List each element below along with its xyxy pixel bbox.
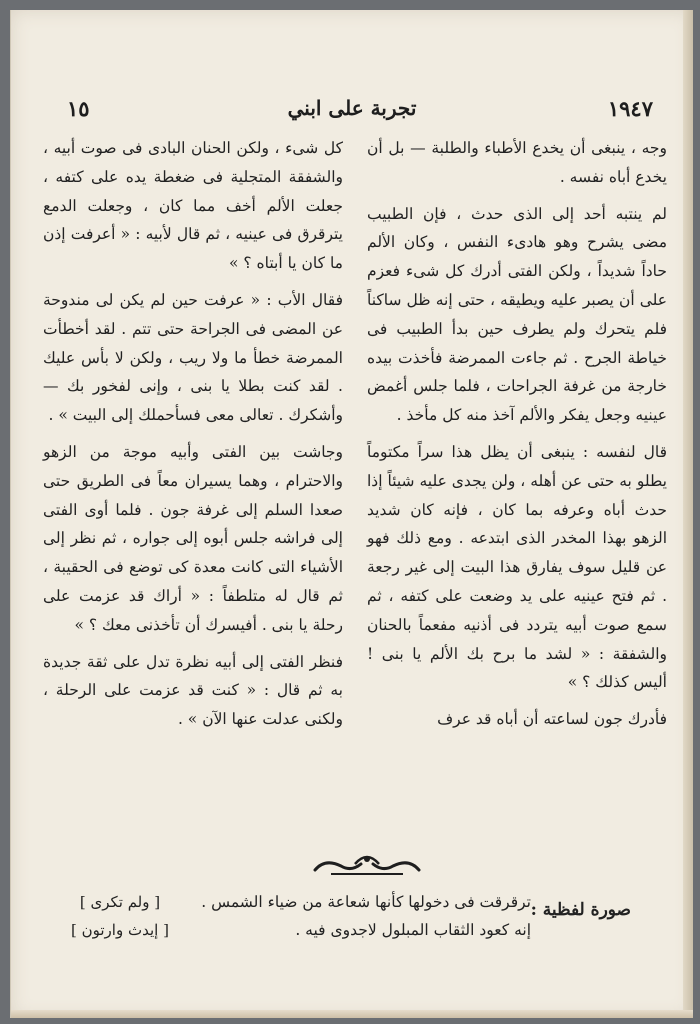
- page-header: [11, 96, 693, 126]
- caption-lines: [201, 888, 531, 944]
- right-column: [367, 134, 667, 734]
- paragraph: فنظر الفتى إلى أبيه نظرة تدل على ثقة جديدة به ثم قال : « كنت قد عزمت على الرحلة ، ولكنى عدلت عنها الآن » .: [43, 652, 343, 729]
- paragraph: فأدرك جون لساعته أن أباه قد عرف: [437, 710, 667, 729]
- caption-author: [ إيدث وارتون ]: [71, 921, 169, 939]
- paragraph: لم ينتبه أحد إلى الذى حدث ، فإن الطبيب مضى يشرح وهو هادىء النفس ، وكان الألم حاداً شديداً ، ولكن الفتى أدرك كل شىء فعزم على أن يصبر عليه ويطيقه ، حتى إنه ظل ساكناً فلم يتحرك ولم يطرف حين بدأ الطبيب فى خياطة الجرح . ثم جاءت الممرضة فأخذت بيده خارجة من غرفة الجراحات ، فلما جلس أغمض عينيه وجعل يفكر والألم آخذ منه كل مأخذ .: [367, 204, 667, 425]
- header-year: ١٩٤٧: [607, 96, 653, 121]
- paragraph: وجه ، ينبغى أن يخدع الأطباء والطلبة — بل أن يخدع أباه نفسه .: [367, 139, 667, 186]
- verbal-image-box: [51, 882, 651, 952]
- paragraph: قال لنفسه : ينبغى أن يظل هذا سراً مكتوماً يطلو به حتى عن أهله ، ولن يجدى عليه شيئاً إذا حدث أباه وعرفه بما كان ، فإنه كان شديد الزهو بهذا المخدر الذى ابتدعه . ومع ذلك فهو عن قليل سوف يفارق هذا البيت إلى غير رجعة . ثم فتح عينيه على يد وضعت على كتفه ، ثم سمع صوت أبيه يتردد فى أذنيه مفعماً بالحنان والشفقة : « لشد ما برح بك الألم يا بنى ! أليس كذلك ؟ »: [367, 442, 667, 692]
- paragraph: وجاشت بين الفتى وأبيه موجة من الزهو والاحترام ، وهما يسيران معاً فى الطريق حتى صعدا السلم إلى غرفة جون . فلما أوى الفتى إلى فراشه جلس أبوه إلى جواره ، ثم نظر إلى الأشياء التى كانت معدة كى توضع فى الحقيبة ، ثم قال له متلطفاً : « أراك قد عزمت على رحلة يا بنى . أفيسرك أن تأخذنى معك ؟ »: [43, 442, 343, 634]
- header-title: تجربة على ابني: [287, 96, 417, 120]
- page-bottom-edge: [11, 1010, 693, 1018]
- page-spine-edge: [683, 10, 693, 1018]
- caption-authors: [71, 888, 169, 944]
- left-column: [43, 134, 343, 734]
- page-number: ١٥: [67, 96, 90, 121]
- caption-label: صورة لفظية :: [530, 900, 631, 920]
- caption-line: ترقرقت فى دخولها كأنها شعاعة من ضياء الشمس .: [201, 893, 531, 911]
- paragraph: فقال الأب : « عرفت حين لم يكن لى مندوحة عن المضى فى الجراحة حتى تتم . لقد أخطأت الممرضة خطأ ما ولا ريب ، ولكن لا بأس عليك . لقد كنت بطلا يا بنى ، وإنى لفخور بك — وأشكرك . تعالى معى فسأحملك إلى البيت » .: [43, 290, 343, 425]
- paragraph: كل شىء ، ولكن الحنان البادى فى صوت أبيه ، والشفقة المتجلية فى ضغطة يده على كتفه ، جعلت الألم أخف مما كان ، وجعلت الدمع يترقرق فى عينيه ، ثم قال لأبيه : « أعرفت إذن ما كان يا أبتاه ؟ »: [43, 139, 343, 273]
- caption-line: إنه كعود الثقاب المبلول لاجدوى فيه .: [295, 921, 531, 939]
- caption-author: [ ولم تكرى ]: [79, 893, 161, 911]
- book-page: [10, 10, 693, 1018]
- ornament-divider-icon: [311, 848, 423, 882]
